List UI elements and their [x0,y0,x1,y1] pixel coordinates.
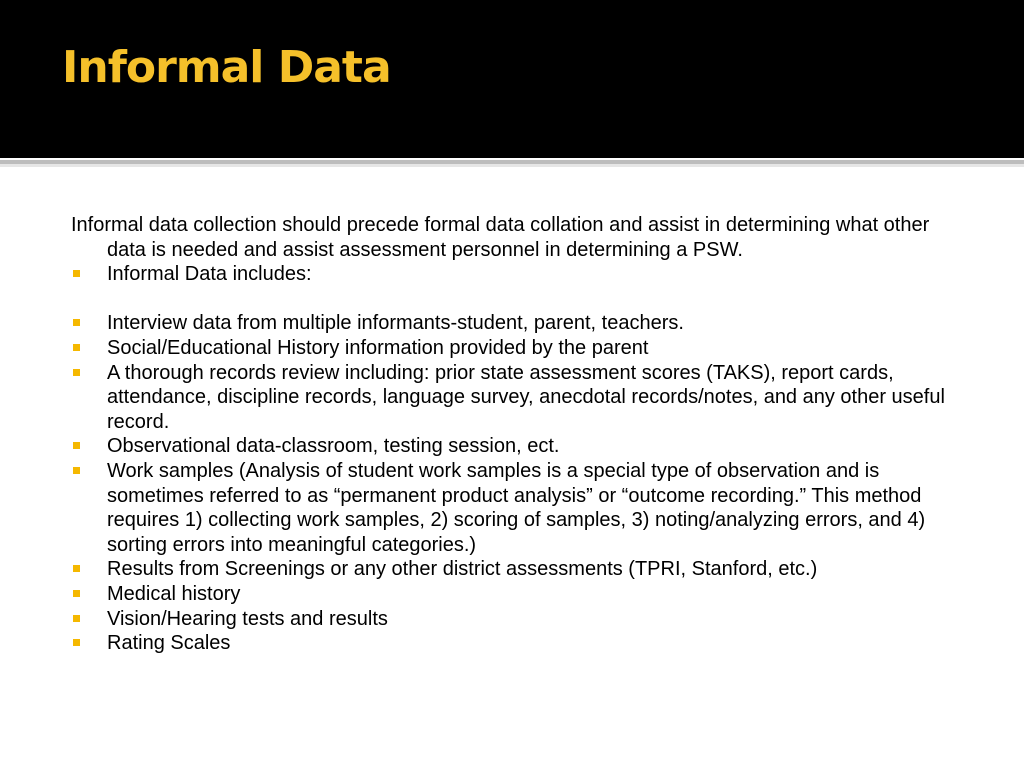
slide-body [71,213,961,656]
list-spacer [71,287,961,312]
bullet-list [71,262,961,656]
bullet-item: Vision/Hearing tests and results [71,607,961,632]
bullet-item: Social/Educational History information provided by the parent [71,336,961,361]
bullet-item: Work samples (Analysis of student work samples is a special type of observation and is sometimes referred to as “permanent product analysis” or “outcome recording.” This method requires 1) collecting work samples, 2) scoring of samples, 3) noting/analyzing errors, and 4) sorting errors into meaningful categories.) [71,459,961,557]
bullet-item: A thorough records review including: prior state assessment scores (TAKS), report cards, attendance, discipline records, language survey, anecdotal records/notes, and any other useful record. [71,361,961,435]
intro-paragraph: Informal data collection should precede formal data collation and assist in determining what other data is needed and assist assessment personnel in determining a PSW. [71,214,930,261]
bullet-item: Observational data-classroom, testing session, ect. [71,434,961,459]
bullet-item: Results from Screenings or any other district assessments (TPRI, Stanford, etc.) [71,557,961,582]
bullet-item: Medical history [71,582,961,607]
bullet-item: Interview data from multiple informants-student, parent, teachers. [71,311,961,336]
title-bar [0,0,1024,158]
title-divider-highlight [0,164,1024,167]
slide-title: Informal Data [62,42,391,93]
bullet-item: Rating Scales [71,631,961,656]
bullet-item: Informal Data includes: [71,262,961,287]
